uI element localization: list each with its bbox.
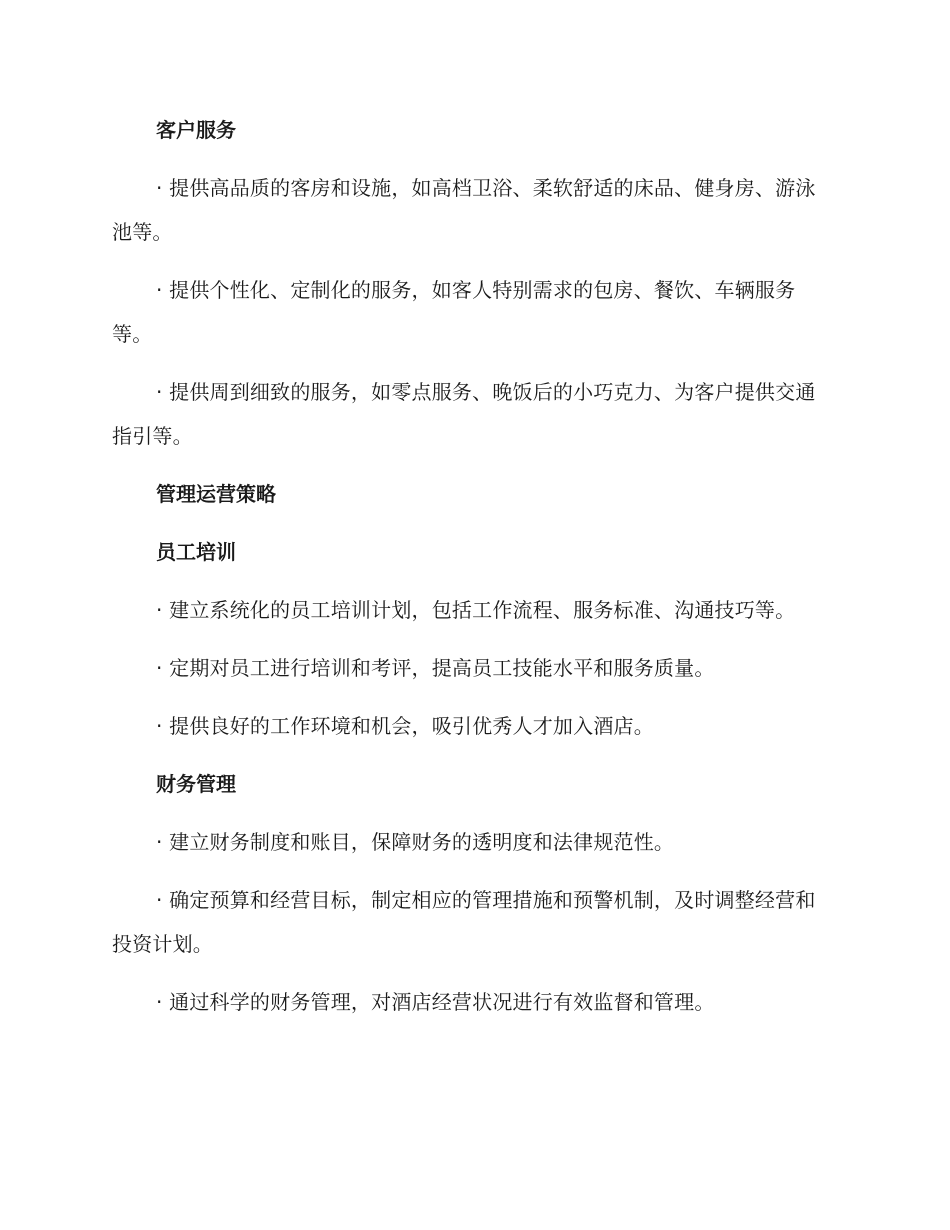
section-heading-management-strategy: 管理运营策略 (156, 482, 276, 506)
document-page (112, 108, 828, 1038)
paragraph: · 定期对员工进行培训和考评，提高员工技能水平和服务质量。 (156, 656, 715, 680)
paragraph: · 提供周到细致的服务，如零点服务、晚饭后的小巧克力、为客户提供交通指引等。 (112, 380, 816, 448)
paragraph: · 提供高品质的客房和设施，如高档卫浴、柔软舒适的床品、健身房、游泳池等。 (112, 176, 816, 244)
paragraph: · 通过科学的财务管理，对酒店经营状况进行有效监督和管理。 (156, 990, 715, 1014)
paragraph: · 提供个性化、定制化的服务，如客人特别需求的包房、餐饮、车辆服务等。 (112, 278, 796, 346)
paragraph: · 确定预算和经营目标，制定相应的管理措施和预警机制，及时调整经营和投资计划。 (112, 888, 816, 956)
paragraph: · 建立财务制度和账目，保障财务的透明度和法律规范性。 (156, 830, 675, 854)
section-heading-customer-service: 客户服务 (156, 118, 236, 142)
section-heading-financial-management: 财务管理 (156, 772, 236, 796)
section-heading-staff-training: 员工培训 (156, 540, 236, 564)
paragraph: · 提供良好的工作环境和机会，吸引优秀人才加入酒店。 (156, 714, 654, 738)
paragraph: · 建立系统化的员工培训计划，包括工作流程、服务标准、沟通技巧等。 (156, 598, 796, 622)
